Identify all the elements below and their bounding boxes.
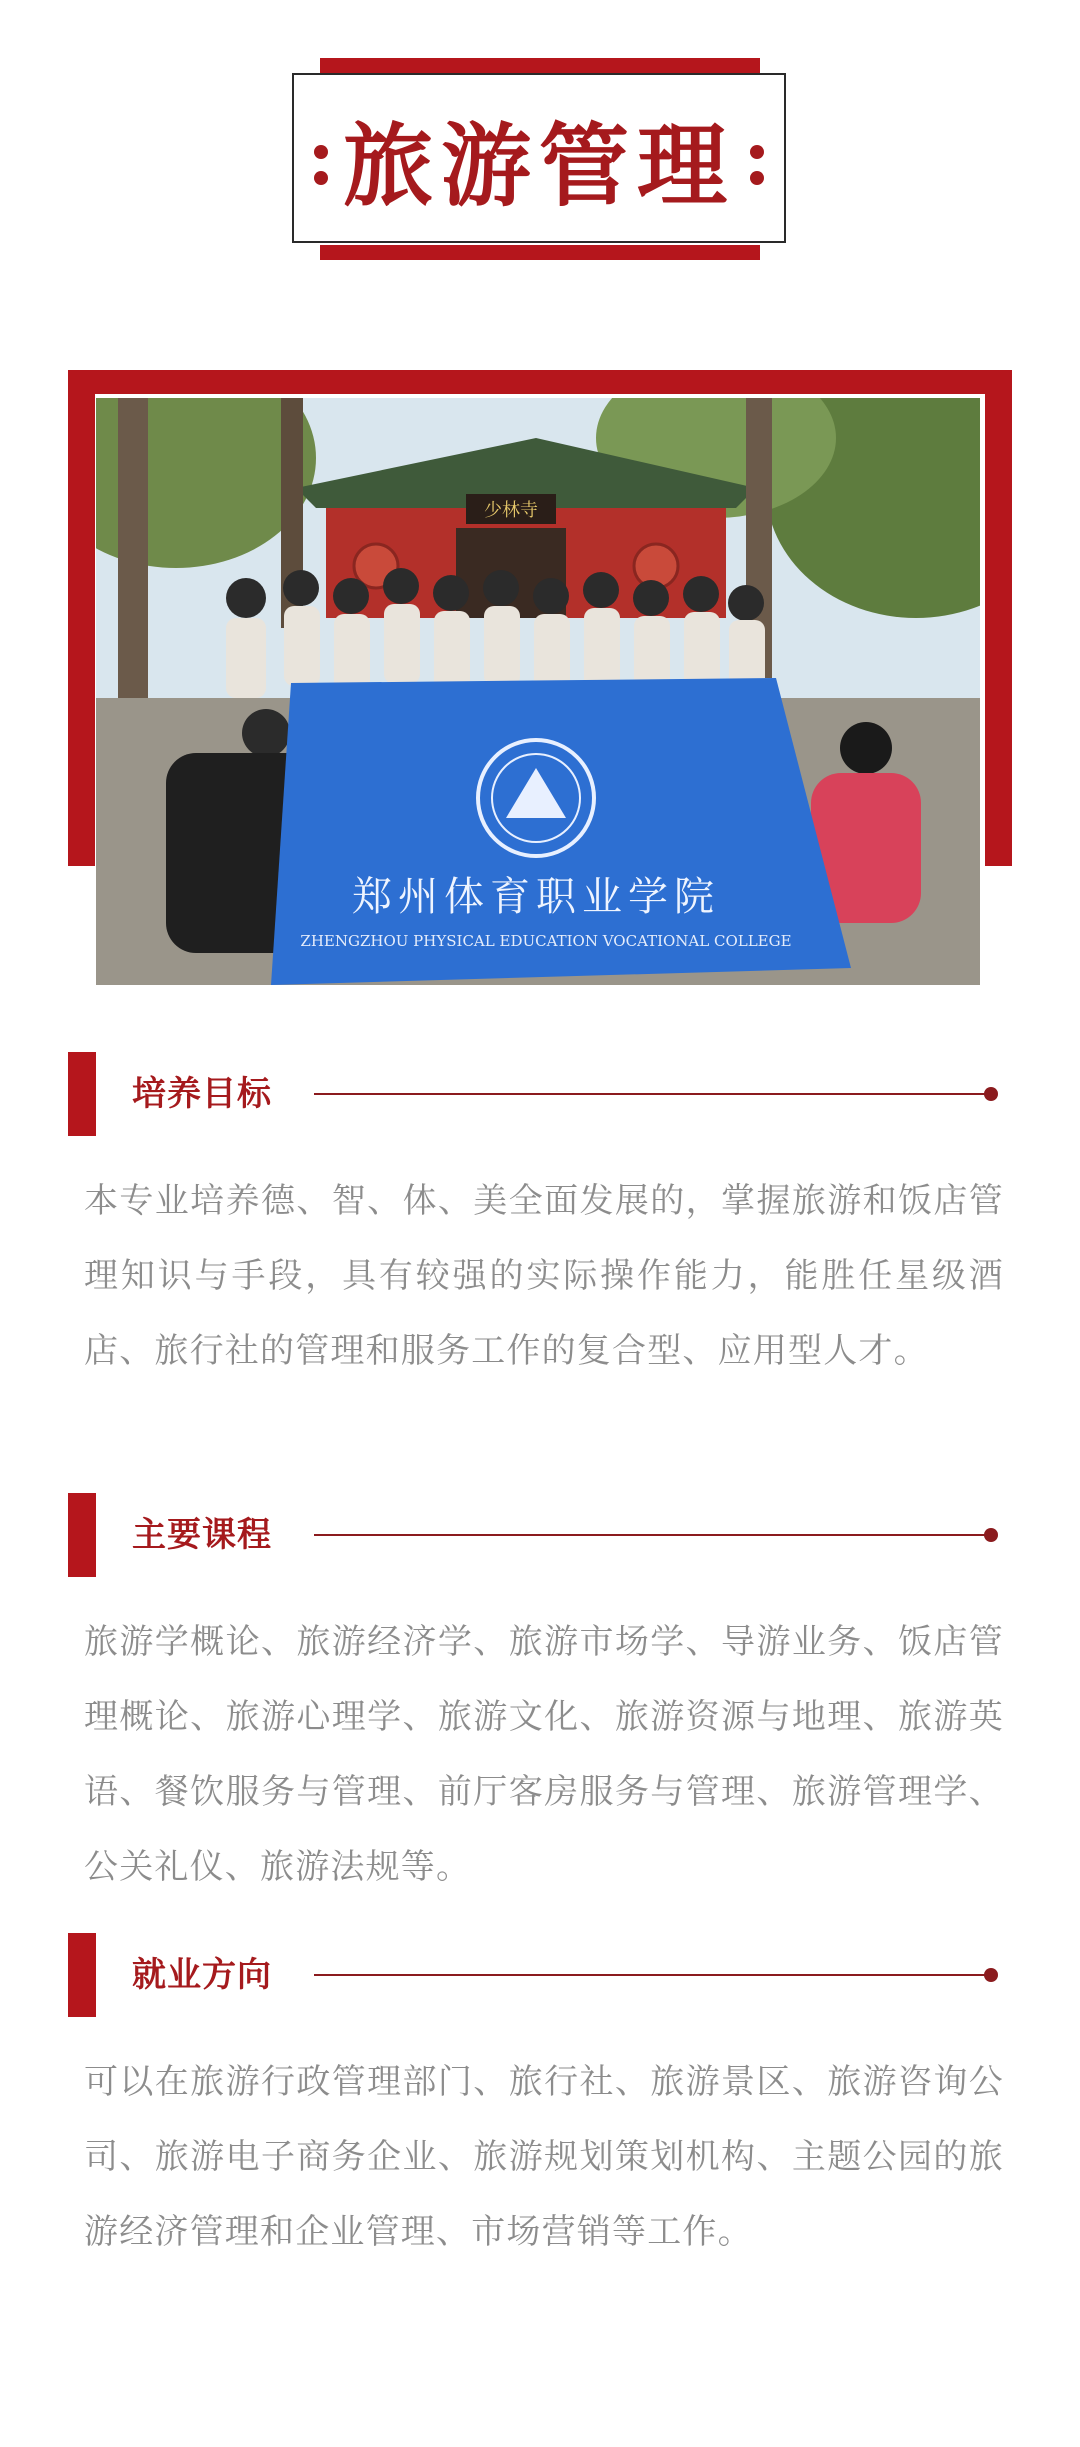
section-bar [68,1493,96,1577]
section-career-direction [68,1933,1012,2270]
section-header [68,1933,1012,2017]
section-body: 本专业培养德、智、体、美全面发展的，掌握旅游和饭店管理知识与手段，具有较强的实际操作能力，能胜任星级酒店、旅行社的管理和服务工作的复合型、应用型人才。 [84,1181,1004,1371]
section-divider [314,1093,990,1095]
title-bottom-bar [320,245,760,260]
banner-college-english: ZHENGZHOU PHYSICAL EDUCATION VOCATIONAL COLLEGE [300,932,792,950]
section-header [68,1052,1012,1136]
group-photo-illustration [96,398,980,985]
section-main-courses [68,1493,1012,1905]
section-title: 培养目标 [132,1074,272,1114]
section-title: 就业方向 [132,1955,272,1995]
banner-college-name: 郑州体育职业学院 [352,874,720,920]
section-bar [68,1052,96,1136]
temple-sign: 少林寺 [484,500,538,521]
title-dot [314,171,328,185]
title-box [292,73,786,243]
section-divider [314,1974,990,1976]
section-divider-dot [984,1087,998,1101]
title-dot [314,145,328,159]
section-body: 可以在旅游行政管理部门、旅行社、旅游景区、旅游咨询公司、旅游电子商务企业、旅游规划策划机构、主题公园的旅游经济管理和企业管理、市场营销等工作。 [84,2062,1004,2252]
section-training-goals [68,1052,1012,1389]
section-divider-dot [984,1968,998,1982]
group-photo [96,398,980,985]
title-badge [292,58,788,260]
section-divider [314,1534,990,1536]
section-header [68,1493,1012,1577]
section-title: 主要课程 [132,1515,272,1555]
section-bar [68,1933,96,2017]
title-top-bar [320,58,760,73]
title-dot [750,145,764,159]
title-dot [750,171,764,185]
section-body: 旅游学概论、旅游经济学、旅游市场学、导游业务、饭店管理概论、旅游心理学、旅游文化、旅游资源与地理、旅游英语、餐饮服务与管理、前厅客房服务与管理、旅游管理学、公关礼仪、旅游法规等。 [84,1622,1004,1887]
section-divider-dot [984,1528,998,1542]
page-title: 旅游管理 [343,113,735,219]
